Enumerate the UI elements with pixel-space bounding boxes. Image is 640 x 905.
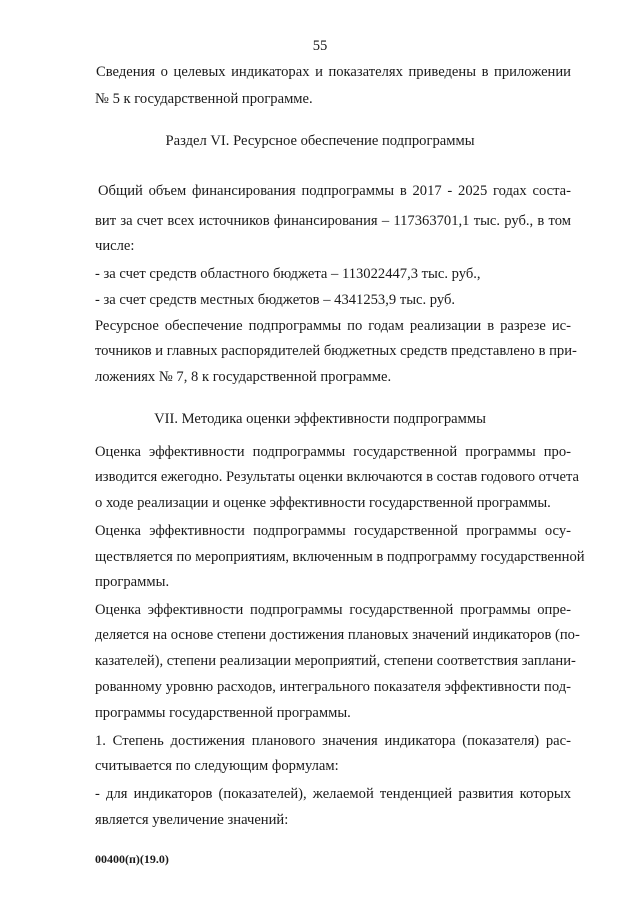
text-line: программы государственной программы. bbox=[95, 705, 351, 721]
footer-code: 00400(п)(19.0) bbox=[95, 852, 169, 866]
text-line: № 5 к государственной программе. bbox=[95, 91, 313, 107]
text-line: программы. bbox=[95, 574, 170, 590]
section-heading: Раздел VI. Ресурсное обеспечение подпрограммы bbox=[165, 133, 475, 149]
text-line: казателей), степени реализации мероприятий, степени соответствия заплани- bbox=[95, 653, 576, 669]
text-line: ществляется по мероприятиям, включенным в подпрограмму государственной bbox=[95, 549, 585, 565]
text-line: - за счет средств местных бюджетов – 4341253,9 тыс. руб. bbox=[95, 292, 456, 308]
text-line: Оценка эффективности подпрограммы государственной программы про- bbox=[95, 444, 571, 460]
page-number: 55 bbox=[312, 38, 328, 54]
text-line: Ресурсное обеспечение подпрограммы по годам реализации в разрезе ис- bbox=[95, 318, 571, 334]
text-line: Оценка эффективности подпрограммы государственной программы опре- bbox=[95, 602, 571, 618]
text-line: считывается по следующим формулам: bbox=[95, 758, 339, 774]
text-line: изводится ежегодно. Результаты оценки включаются в состав годового отчета bbox=[95, 469, 580, 485]
text-line: Общий объем финансирования подпрограммы в 2017 - 2025 годах соста- bbox=[98, 183, 571, 199]
text-line: Оценка эффективности подпрограммы государственной программы осу- bbox=[95, 523, 571, 539]
text-line: - за счет средств областного бюджета – 113022447,3 тыс. руб., bbox=[95, 266, 481, 282]
section-heading: VII. Методика оценки эффективности подпрограммы bbox=[154, 411, 486, 427]
text-line: точников и главных распорядителей бюджетных средств представлено в при- bbox=[95, 343, 577, 359]
text-line: - для индикаторов (показателей), желаемой тенденцией развития которых bbox=[95, 786, 571, 802]
text-line: вит за счет всех источников финансирования – 117363701,1 тыс. руб., в том bbox=[95, 213, 571, 229]
text-line: ложениях № 7, 8 к государственной программе. bbox=[95, 369, 392, 385]
text-line: является увеличение значений: bbox=[95, 812, 289, 828]
text-line: числе: bbox=[95, 238, 135, 254]
text-line: о ходе реализации и оценке эффективности государственной программы. bbox=[95, 495, 551, 511]
text-line: деляется на основе степени достижения плановых значений индикаторов (по- bbox=[95, 627, 580, 643]
text-line: рованному уровню расходов, интегрального показателя эффективности под- bbox=[95, 679, 571, 695]
text-line: 1. Степень достижения планового значения индикатора (показателя) рас- bbox=[95, 733, 571, 749]
text-line: Сведения о целевых индикаторах и показателях приведены в приложении bbox=[96, 64, 571, 80]
